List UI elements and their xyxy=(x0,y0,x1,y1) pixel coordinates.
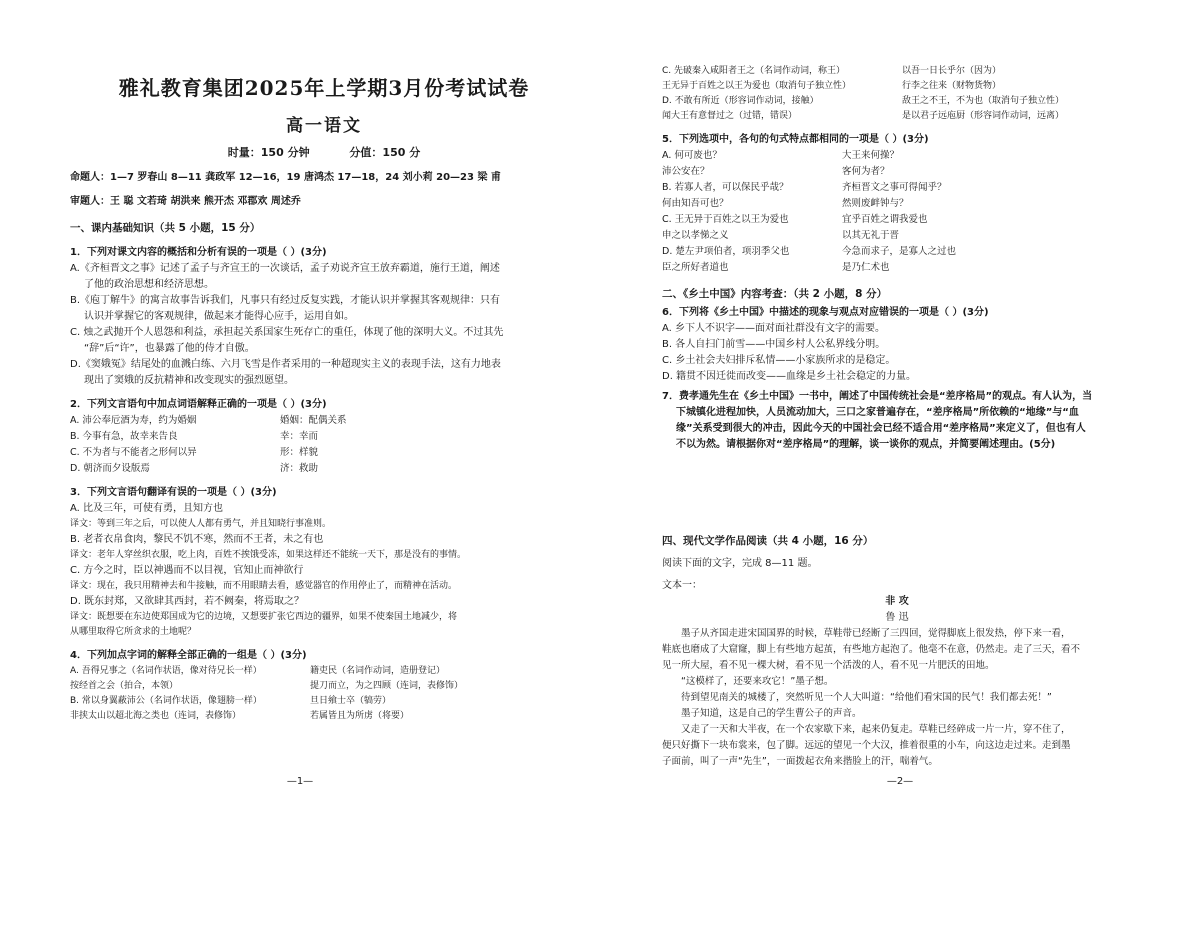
q4-option-b1: B. 常以身翼蔽沛公（名词作状语，像翅膀一样） xyxy=(70,696,262,706)
q5-b4: 然则废衅钟与？ xyxy=(842,198,909,209)
essay-title: 非 攻 xyxy=(885,596,909,607)
q4-option xyxy=(662,64,1132,79)
essay-line: 墨子从齐国走进宋国国界的时候，草鞋带已经断了三四回，觉得脚底上很发热，停下来一看， xyxy=(681,628,1071,639)
question-2: 2．下列文言语句中加点词语解释正确的一项是（ ）(3分) xyxy=(70,399,327,410)
q2-option xyxy=(70,445,578,461)
q5-b1: B. 若寡人者，可以保民乎哉？ xyxy=(662,182,789,193)
q4-option xyxy=(70,694,578,709)
q2-option xyxy=(70,429,578,445)
q1-option-c: C. 烛之武抛开个人恩怨和利益，承担起关系国家生死存亡的重任，体现了他的深明大义。不过其先 xyxy=(70,327,504,338)
question-7: 7．费孝通先生在《乡土中国》一书中，阐述了中国传统社会是“差序格局”的观点。有人认为，当 xyxy=(662,391,1093,402)
question-7-cont: 缘”关系受到很大的冲击，因此今天的中国社会已经不适合用“差序格局”来定义了，但也有人 xyxy=(676,423,1086,434)
q3-line: 从哪里取得它所贪求的土地呢？ xyxy=(70,627,197,637)
q5-a1: A. 何可废也？ xyxy=(662,150,722,161)
reviewers: 审题人：王 聪 文若琦 胡洪来 熊开杰 邓郡欢 周述乔 xyxy=(70,196,301,207)
exam-subtitle: 高一语文 xyxy=(286,116,362,136)
section-2-heading: 二、《乡土中国》内容考查：（共 2 小题，8 分） xyxy=(662,288,888,300)
q5-b3: 何由知吾可也？ xyxy=(662,198,729,209)
exam-score: 分值：150 分 xyxy=(349,146,421,159)
question-1: 1．下列对课文内容的概括和分析有误的一项是（ ）(3分) xyxy=(70,247,327,258)
q4-option-d3: 闻大王有意督过之（过错，错误） xyxy=(662,111,798,121)
question-6: 6．下列将《乡土中国》中描述的现象与观点对应错误的一项是（ ）(3分) xyxy=(662,307,989,318)
essay-line: 又走了一天和大半夜，在一个农家歇下来，起来仍复走。草鞋已经碎成一片一片，穿不住了， xyxy=(681,724,1071,735)
q4-option-a1: A. 吾得兄事之（名词作状语，像对待兄长一样） xyxy=(70,666,262,676)
q2-option-c-note: 形：样貌 xyxy=(280,447,319,458)
q5-c1: C. 王无异于百姓之以王为爱也 xyxy=(662,214,789,225)
q5-option xyxy=(662,244,1132,260)
q1-option-b: B.《庖丁解牛》的寓言故事告诉我们，凡事只有经过反复实践，才能认识并掌握其客观规律：只有 xyxy=(70,295,501,306)
page-right xyxy=(600,0,1200,935)
essay-line: 鞋底也磨成了大窟窿，脚上有些地方起茧，有些地方起泡了。他毫不在意，仍然走。走了三天，看不 xyxy=(662,644,1081,655)
q4-option-b3: 非挟太山以超北海之类也（连词，表修饰） xyxy=(70,711,242,721)
q4-option-d1: D. 不敢有所近（形容词作动词，接触） xyxy=(662,96,819,106)
q4-option-a2: 籍吏民（名词作动词，造册登记） xyxy=(310,666,446,676)
q5-a2: 大王来何操？ xyxy=(842,150,900,161)
q2-option-a: A. 沛公奉卮酒为寿，约为婚姻 xyxy=(70,415,197,426)
essay-line: 子面前，叫了一声“先生”，一面拨起衣角来揩脸上的汗，喘着气。 xyxy=(662,756,938,767)
q4-option xyxy=(662,94,1132,109)
q3-line: C. 方今之时，臣以神遇而不以目视，官知止而神欲行 xyxy=(70,565,304,576)
authors: 命题人：1—7 罗春山 8—11 龚政军 12—16，19 唐鸿杰 17—18，24 刘小莉 20—23 梁 甫 xyxy=(70,172,501,183)
q5-option xyxy=(662,228,1132,244)
q2-option-c: C. 不为者与不能者之形何以异 xyxy=(70,447,197,458)
q5-d1: D. 楚左尹项伯者，项羽季父也 xyxy=(662,246,790,257)
q3-line: D. 既东封郑，又欲肆其西封，若不阙秦，将焉取之？ xyxy=(70,596,305,607)
q1-option-a: A.《齐桓晋文之事》记述了孟子与齐宣王的一次谈话，孟子劝说齐宣王放弃霸道，施行王道，阐述 xyxy=(70,263,500,274)
page-number-2: —2— xyxy=(886,776,914,787)
q3-line: B. 老者衣帛食肉，黎民不饥不寒，然而不王者，未之有也 xyxy=(70,534,324,545)
q1-option-d-cont: 现出了窦娥的反抗精神和改变现实的强烈愿望。 xyxy=(84,375,294,386)
question-5: 5．下列选项中，各句的句式特点都相同的一项是（ ）(3分) xyxy=(662,134,929,145)
q4-option xyxy=(70,679,578,694)
q5-option xyxy=(662,260,1132,276)
q4-option xyxy=(662,109,1132,124)
q6-line: D. 籍贯不因迁徙而改变——血缘是乡土社会稳定的力量。 xyxy=(662,371,917,382)
q5-d2: 今急而求子，是寡人之过也 xyxy=(842,246,957,257)
q4-option-a3: 按经首之会（拍合，本领） xyxy=(70,681,179,691)
essay-line: 墨子知道，这是自己的学生曹公子的声音。 xyxy=(681,708,862,719)
page-number-1: —1— xyxy=(286,776,314,787)
section-1-heading: 一、课内基础知识（共 5 小题，15 分） xyxy=(70,222,261,234)
q2-option-b: B. 今事有急，故幸来告良 xyxy=(70,431,178,442)
q5-option xyxy=(662,212,1132,228)
q4-option xyxy=(662,79,1132,94)
q5-option xyxy=(662,148,1132,164)
q3-line: 译文：等到三年之后，可以使人人都有勇气，并且知晓行事准则。 xyxy=(70,519,332,529)
question-7-cont: 不以为然。请根据你对“差序格局”的理解，谈一谈你的观点，并简要阐述理由。(5分) xyxy=(676,439,1056,450)
q5-a3: 沛公安在？ xyxy=(662,166,710,177)
q3-line: A. 比及三年，可使有勇，且知方也 xyxy=(70,503,224,514)
q4-option-c1: C. 先破秦入咸阳者王之（名词作动词，称王） xyxy=(662,66,846,76)
q4-option-b2: 旦日飨士卒（犒劳） xyxy=(310,696,392,706)
q4-option-d4: 是以君子远庖厨（形容词作动词，远离） xyxy=(902,111,1065,121)
q5-d3: 臣之所好者道也 xyxy=(662,262,729,273)
q6-line: C. 乡土社会夫妇排斥私情——小家族所求的是稳定。 xyxy=(662,355,896,366)
q5-option xyxy=(662,164,1132,180)
q4-option-c4: 行李之往来（财物货物） xyxy=(902,81,1002,91)
text-1-label: 文本一： xyxy=(662,580,702,591)
q4-option xyxy=(70,709,578,724)
question-7-cont: 下城镇化进程加快，人员流动加大，三口之家普遍存在，“差序格局”所依赖的“地缘”与“血 xyxy=(676,407,1079,418)
essay-line: 待到望见南关的城楼了，突然听见一个人大叫道：“给他们看宋国的民气！我们都去死！” xyxy=(681,692,1052,703)
q3-line: 译文：老年人穿丝织衣服，吃上肉，百姓不挨饿受冻，如果这样还不能统一天下，那是没有的事情。 xyxy=(70,550,467,560)
q3-line: 译文：现在，我只用精神去和牛接触，而不用眼睛去看，感觉器官的作用停止了，而精神在活动。 xyxy=(70,581,458,591)
q3-line: 译文：既想要在东边使郑国成为它的边境，又想要扩张它西边的疆界，如果不使秦国土地减少，将 xyxy=(70,612,458,622)
essay-author: 鲁 迅 xyxy=(885,612,909,623)
exam-title: 雅礼教育集团2025年上学期3月份考试试卷 xyxy=(118,76,530,100)
q5-b2: 齐桓晋文之事可得闻乎？ xyxy=(842,182,947,193)
section-4-heading: 四、现代文学作品阅读（共 4 小题，16 分） xyxy=(662,535,874,547)
q2-option xyxy=(70,413,578,429)
q2-option xyxy=(70,461,578,477)
exam-meta xyxy=(70,144,578,160)
q1-option-a-cont: 了他的政治思想和经济思想。 xyxy=(84,279,214,290)
q6-line: B. 各人自扫门前雪——中国乡村人公私界线分明。 xyxy=(662,339,886,350)
essay-line: “这模样了，还要来攻它！”墨子想。 xyxy=(681,676,834,687)
answer-space xyxy=(662,453,1132,523)
q1-option-c-cont: “辞”后“许”，也暴露了他的侍才自傲。 xyxy=(84,343,255,354)
question-4: 4．下列加点字词的解释全部正确的一组是（ ）(3分) xyxy=(70,650,307,661)
q4-option-a4: 提刀而立，为之四顾（连词，表修饰） xyxy=(310,681,464,691)
q4-option-c3: 王无异于百姓之以王为爱也（取消句子独立性） xyxy=(662,81,852,91)
q5-c2: 宜乎百姓之谓我爱也 xyxy=(842,214,928,225)
q4-option-b4: 若属皆且为所虏（将要） xyxy=(310,711,410,721)
question-3: 3．下列文言语句翻译有误的一项是（ ）(3分) xyxy=(70,487,277,498)
essay-line: 见一所大屋，看不见一棵大树，看不见一个活泼的人，看不见一片肥沃的田地。 xyxy=(662,660,995,671)
q2-option-d: D. 朝济而夕设版焉 xyxy=(70,463,150,474)
q5-d4: 是乃仁术也 xyxy=(842,262,890,273)
reading-intro: 阅读下面的文字，完成 8—11 题。 xyxy=(662,558,818,569)
q1-option-d: D.《窦娥冤》结尾处的血溅白练、六月飞雪是作者采用的一种超现实主义的表现手法，这有力地表 xyxy=(70,359,501,370)
q5-c3: 申之以孝悌之义 xyxy=(662,230,729,241)
q4-option-d2: 敌王之不王，不为也（取消句子独立性） xyxy=(902,96,1065,106)
q4-option-c2: 以吾一日长乎尔（因为） xyxy=(902,66,1002,76)
q5-option xyxy=(662,196,1132,212)
q4-option xyxy=(70,664,578,679)
q5-a4: 客何为者？ xyxy=(842,166,890,177)
q6-line: A. 乡下人不识字——面对面社群没有文字的需要。 xyxy=(662,323,886,334)
q2-option-b-note: 幸：幸而 xyxy=(280,431,319,442)
q1-option-b-cont: 认识并掌握它的客观规律，做起来才能得心应手，运用自如。 xyxy=(84,311,354,322)
essay-line: 便只好撕下一块布裳来，包了脚。远远的望见一个大汉，推着很重的小车，向这边走过来。走到墨 xyxy=(662,740,1071,751)
exam-time: 时量：150 分钟 xyxy=(227,146,310,159)
q5-c4: 以其无礼于晋 xyxy=(842,230,900,241)
q5-option xyxy=(662,180,1132,196)
q2-option-a-note: 婚姻：配偶关系 xyxy=(280,415,347,426)
q2-option-d-note: 济：救助 xyxy=(280,463,319,474)
